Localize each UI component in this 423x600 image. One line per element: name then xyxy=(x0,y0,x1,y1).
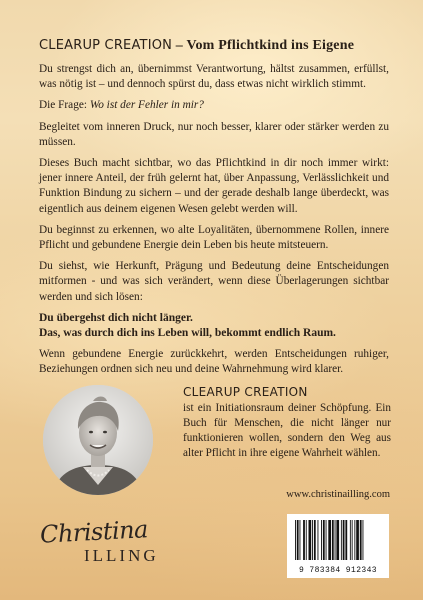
author-brand: CLEARUP CREATION xyxy=(183,385,308,399)
question-prefix: Die Frage: xyxy=(39,99,90,112)
cover-title xyxy=(39,38,389,54)
paragraph-emphasis xyxy=(39,311,389,341)
barcode-digits: 9 783384 912343 xyxy=(298,566,377,575)
paragraph-see: Du siehst, wie Herkunft, Prägung und Bedeutung deine Entscheidungen mitformen - und was sich verändert, wenn diese Überlagerungen sichtbar werden und sich lösen: xyxy=(39,260,389,303)
paragraph-pressure: Begleitet vom inneren Druck, nur noch besser, klarer oder stärker werden zu müssen. xyxy=(39,120,389,148)
author-signature xyxy=(39,515,190,568)
barcode-bars xyxy=(287,514,389,566)
title-brand: CLEARUP CREATION xyxy=(39,38,173,53)
paragraph-recognize: Du beginnst zu erkennen, wo alte Loyalitäten, übernommene Rollen, innere Pflicht und gebundene Energie dein Leben bis heute mitsteuern. xyxy=(39,223,389,252)
author-photo-illustration xyxy=(43,385,153,495)
isbn-barcode xyxy=(287,514,389,578)
author-portrait xyxy=(43,385,153,495)
title-separator: – xyxy=(172,38,187,53)
signature-last-name: ILLING xyxy=(84,546,159,565)
paragraph-intro: Du strengst dich an, übernimmst Verantwortung, hältst zusammen, erfüllst, was nötig ist – und dennoch spürst du, dass etwas nicht wirklich stimmt. xyxy=(39,63,389,91)
author-description xyxy=(183,385,391,461)
title-subtitle: Vom Pflichtkind ins Eigene xyxy=(186,38,355,53)
back-cover-text xyxy=(39,38,389,384)
author-text: ist ein Initiationsraum deiner Schöpfung. Ein Buch für Menschen, die nicht länger nur funktionieren wollen, sondern den Weg aus alter Pflicht in ihre eigene Wahrheit wählen. xyxy=(183,402,391,459)
paragraph-pflichtkind: Dieses Buch macht sichtbar, wo das Pflichtkind in dir noch immer wirkt: jener innere Anteil, der früh gelernt hat, über Anpassung, Verlässlichkeit und Funktion Bindung zu sichern – und der gerade deshalb lange überdeckt, was eigentlich aus deinem eigenen Wesen gelebt werden will. xyxy=(39,157,389,215)
paragraph-energy: Wenn gebundene Energie zurückkehrt, werden Entscheidungen ruhiger, Beziehungen ordnen sich neu und deine Wahrnehmung wird klarer. xyxy=(39,348,389,376)
author-website[interactable]: www.christinailling.com xyxy=(286,489,390,500)
emphasis-line-1: Du übergehst dich nicht länger. xyxy=(39,311,193,324)
signature-first-name: Christina xyxy=(39,515,149,549)
paragraph-question xyxy=(39,98,389,113)
emphasis-line-2: Das, was durch dich ins Leben will, bekommt endlich Raum. xyxy=(39,327,336,340)
author-section xyxy=(39,385,389,505)
question-text: Wo ist der Fehler in mir? xyxy=(89,99,204,112)
